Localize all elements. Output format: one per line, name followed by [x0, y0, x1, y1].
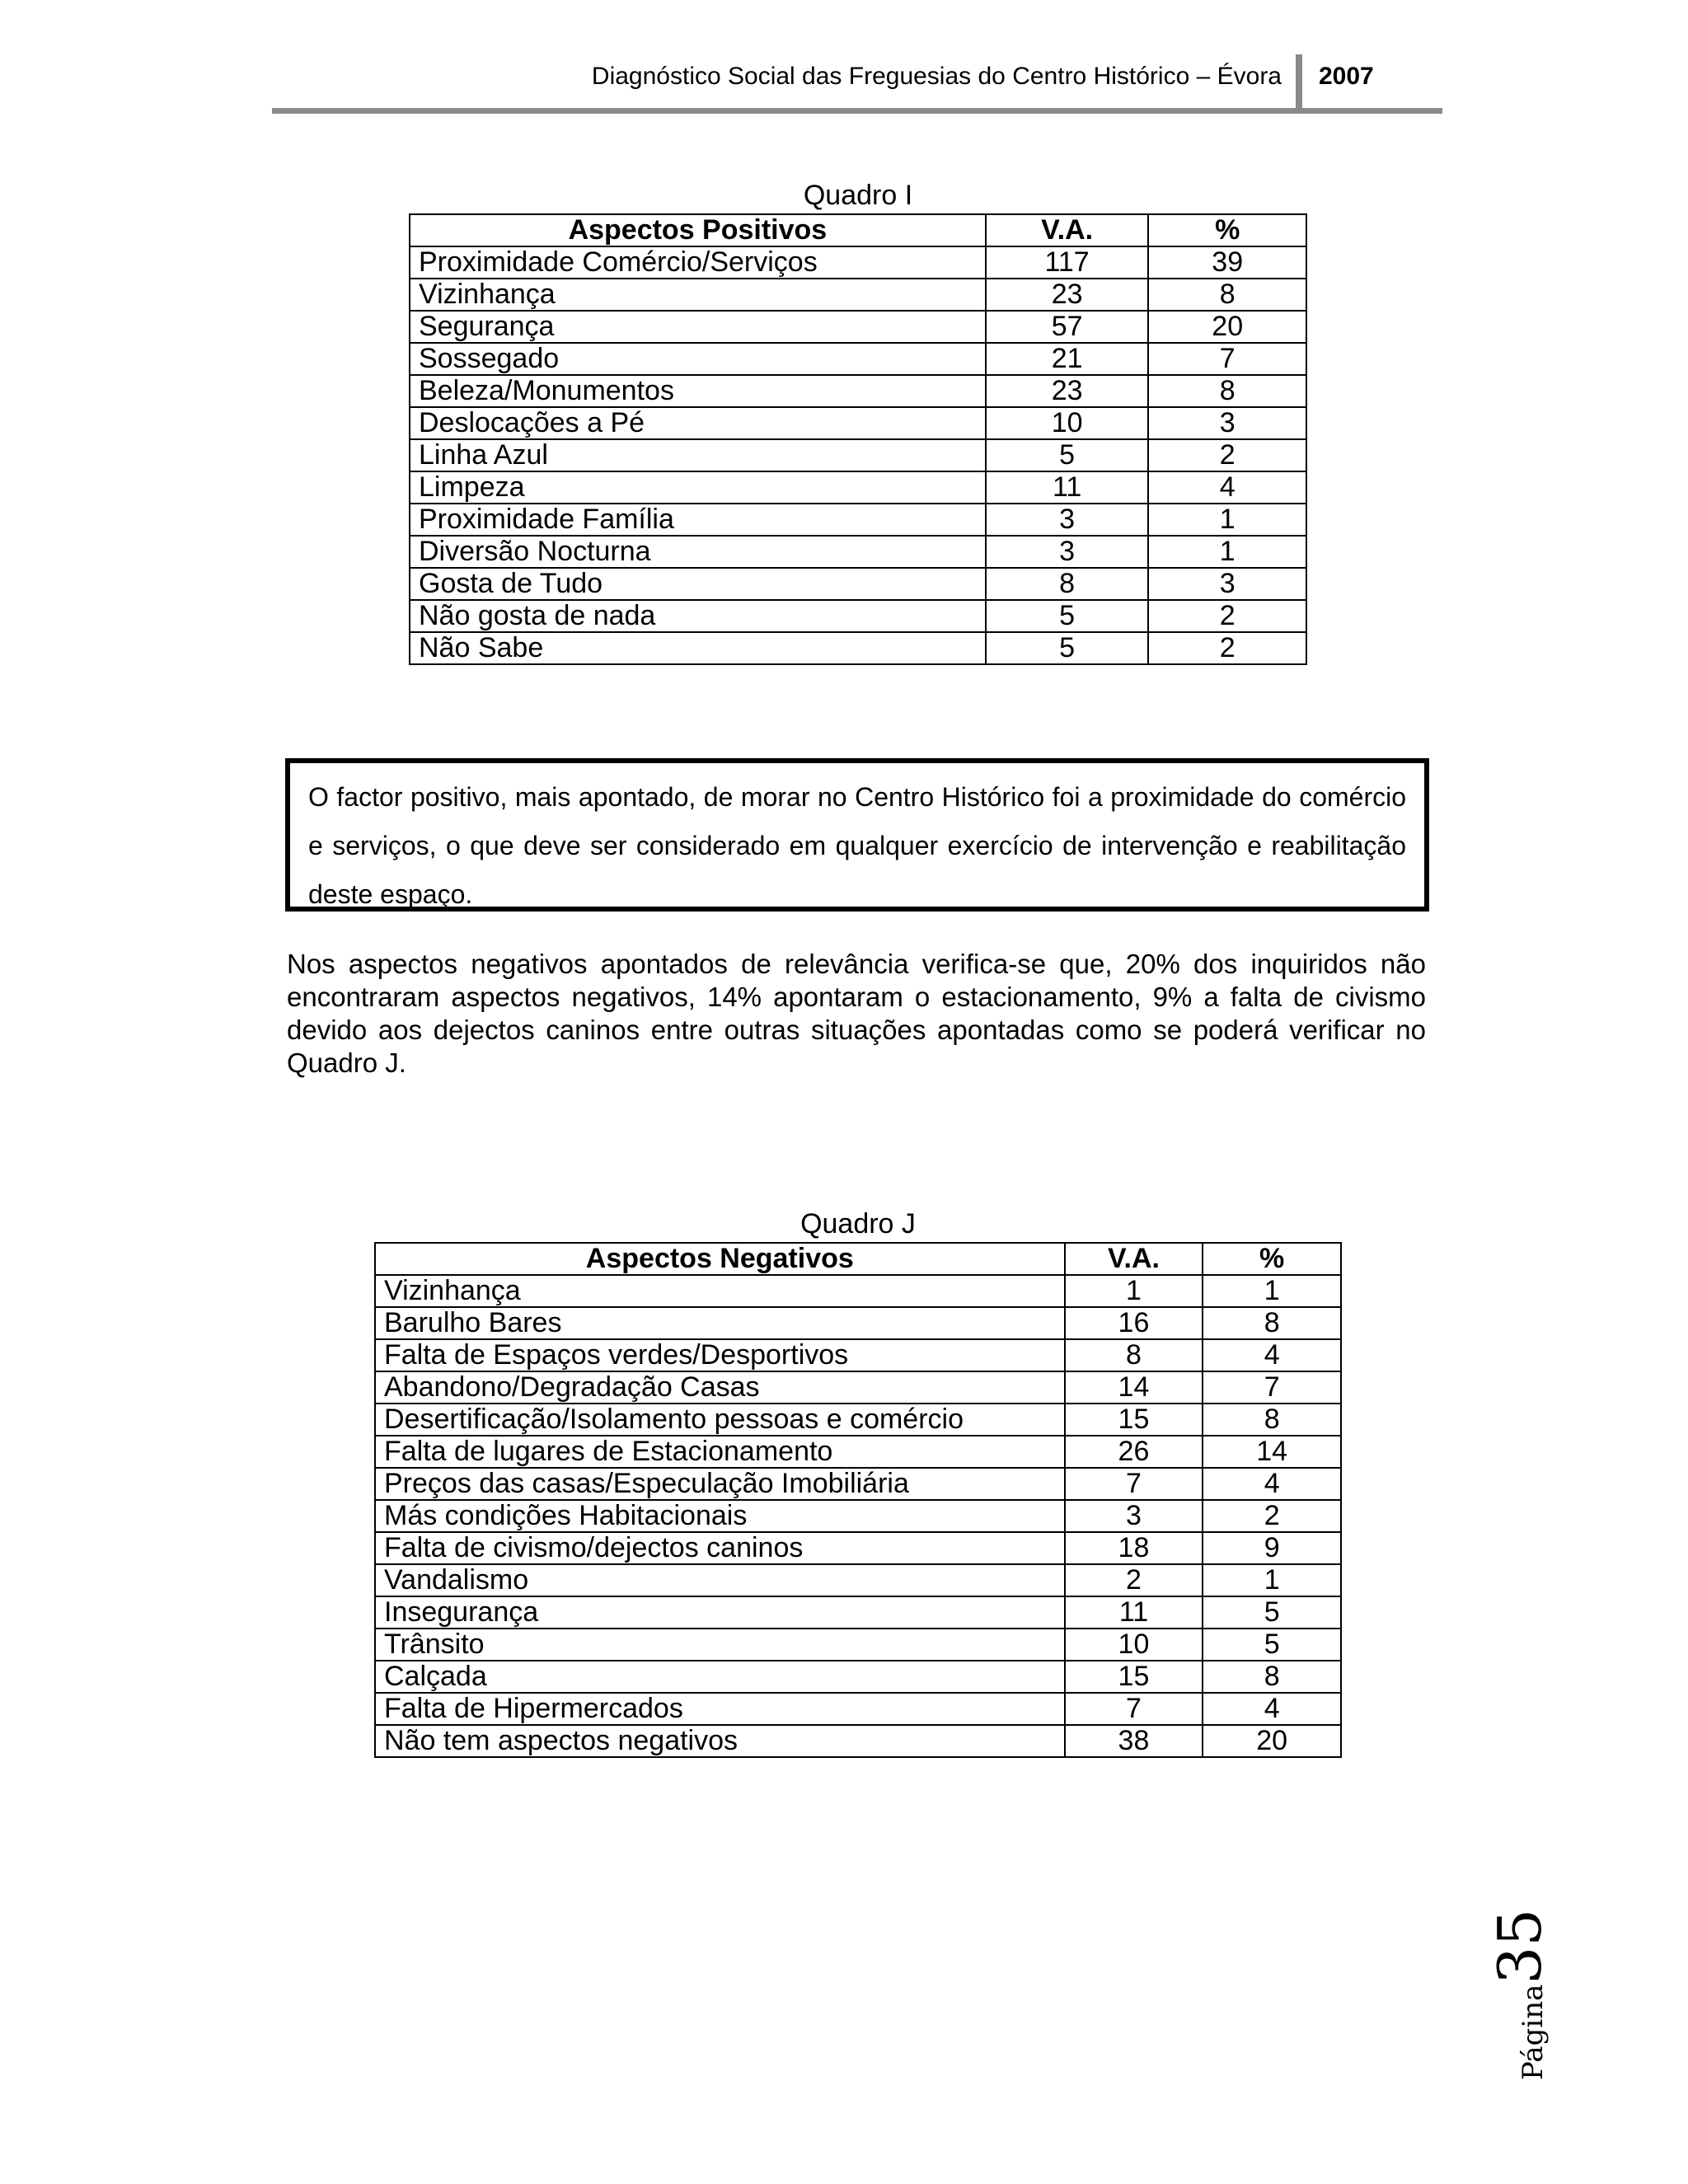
- row-label-cell: Falta de Hipermercados: [375, 1693, 1065, 1725]
- row-label-cell: Falta de lugares de Estacionamento: [375, 1436, 1065, 1468]
- row-label-cell: Deslocações a Pé: [410, 407, 986, 439]
- table-row: [375, 1404, 1341, 1436]
- table-row: [410, 439, 1306, 471]
- percent-cell: 20: [1148, 311, 1306, 343]
- row-label-cell: Proximidade Família: [410, 504, 986, 536]
- percent-cell: 9: [1203, 1532, 1341, 1564]
- row-label-cell: Falta de Espaços verdes/Desportivos: [375, 1339, 1065, 1371]
- header-rule: [272, 108, 1442, 114]
- row-label-cell: Más condições Habitacionais: [375, 1500, 1065, 1532]
- percent-cell: 2: [1203, 1500, 1341, 1532]
- percent-cell: 39: [1148, 246, 1306, 279]
- va-cell: 10: [1065, 1629, 1203, 1661]
- va-cell: 57: [986, 311, 1149, 343]
- row-label-cell: Vizinhança: [410, 279, 986, 311]
- percent-cell: 8: [1203, 1404, 1341, 1436]
- row-label-cell: Barulho Bares: [375, 1307, 1065, 1339]
- row-label-cell: Insegurança: [375, 1596, 1065, 1629]
- row-label-cell: Abandono/Degradação Casas: [375, 1371, 1065, 1404]
- percent-cell: 7: [1203, 1371, 1341, 1404]
- page-number-value: 35: [1485, 1908, 1554, 1985]
- table-row: [410, 632, 1306, 664]
- page-header: [272, 54, 1442, 114]
- va-cell: 16: [1065, 1307, 1203, 1339]
- table-row: [410, 568, 1306, 600]
- row-label-cell: Sossegado: [410, 343, 986, 375]
- row-label-cell: Linha Azul: [410, 439, 986, 471]
- percent-cell: 4: [1203, 1339, 1341, 1371]
- document-year: 2007: [1319, 63, 1374, 90]
- table-row: [410, 311, 1306, 343]
- row-label-cell: Não tem aspectos negativos: [375, 1725, 1065, 1757]
- percent-cell: 2: [1148, 632, 1306, 664]
- table-row: [375, 1532, 1341, 1564]
- va-cell: 117: [986, 246, 1149, 279]
- table-row: [410, 375, 1306, 407]
- va-cell: 3: [1065, 1500, 1203, 1532]
- va-cell: 8: [986, 568, 1149, 600]
- row-label-cell: Não gosta de nada: [410, 600, 986, 632]
- table-row: [375, 1693, 1341, 1725]
- row-label-cell: Vizinhança: [375, 1275, 1065, 1307]
- table-row: [375, 1596, 1341, 1629]
- percent-cell: 8: [1148, 279, 1306, 311]
- page-label: Página: [1517, 1984, 1550, 2081]
- row-label-cell: Trânsito: [375, 1629, 1065, 1661]
- va-cell: 23: [986, 375, 1149, 407]
- va-cell: 7: [1065, 1468, 1203, 1500]
- va-cell: 8: [1065, 1339, 1203, 1371]
- row-label-cell: Falta de civismo/dejectos caninos: [375, 1532, 1065, 1564]
- table-row: [410, 246, 1306, 279]
- percent-cell: 8: [1148, 375, 1306, 407]
- highlight-text: O factor positivo, mais apontado, de morar no Centro Histórico foi a proximidade do comércio e serviços, o que deve ser considerado em qualquer exercício de intervenção e reabilitação deste espaço.: [308, 782, 1406, 909]
- percent-cell: 1: [1203, 1564, 1341, 1596]
- va-cell: 7: [1065, 1693, 1203, 1725]
- table-row: [410, 504, 1306, 536]
- percent-cell: 3: [1148, 407, 1306, 439]
- table-row: [410, 343, 1306, 375]
- table-quadro-i: [409, 213, 1307, 665]
- percent-cell: 7: [1148, 343, 1306, 375]
- va-cell: 5: [986, 632, 1149, 664]
- va-cell: 10: [986, 407, 1149, 439]
- page-number: [1467, 1908, 1554, 2081]
- table-row: [375, 1661, 1341, 1693]
- row-label-cell: Vandalismo: [375, 1564, 1065, 1596]
- percent-cell: 2: [1148, 439, 1306, 471]
- column-header: V.A.: [986, 214, 1149, 246]
- table-i-caption: Quadro I: [803, 180, 913, 211]
- table-row: [375, 1629, 1341, 1661]
- va-cell: 5: [986, 439, 1149, 471]
- table-row: [410, 471, 1306, 504]
- va-cell: 5: [986, 600, 1149, 632]
- va-cell: 11: [986, 471, 1149, 504]
- table-row: [375, 1436, 1341, 1468]
- table-row: [410, 600, 1306, 632]
- va-cell: 1: [1065, 1275, 1203, 1307]
- document-title: Diagnóstico Social das Freguesias do Centro Histórico – Évora: [591, 63, 1282, 90]
- va-cell: 3: [986, 504, 1149, 536]
- table-j-caption: Quadro J: [800, 1208, 916, 1240]
- table-row: [375, 1468, 1341, 1500]
- row-label-cell: Gosta de Tudo: [410, 568, 986, 600]
- table-row: [375, 1339, 1341, 1371]
- row-label-cell: Preços das casas/Especulação Imobiliária: [375, 1468, 1065, 1500]
- percent-cell: 3: [1148, 568, 1306, 600]
- header-separator: [1296, 54, 1302, 112]
- row-label-cell: Proximidade Comércio/Serviços: [410, 246, 986, 279]
- row-label-cell: Não Sabe: [410, 632, 986, 664]
- percent-cell: 1: [1203, 1275, 1341, 1307]
- va-cell: 3: [986, 536, 1149, 568]
- va-cell: 2: [1065, 1564, 1203, 1596]
- percent-cell: 20: [1203, 1725, 1341, 1757]
- table-row: [375, 1275, 1341, 1307]
- row-label-cell: Diversão Nocturna: [410, 536, 986, 568]
- table-row: [375, 1307, 1341, 1339]
- percent-cell: 1: [1148, 536, 1306, 568]
- va-cell: 26: [1065, 1436, 1203, 1468]
- table-row: [410, 536, 1306, 568]
- column-header: %: [1203, 1243, 1341, 1275]
- percent-cell: 14: [1203, 1436, 1341, 1468]
- column-header: Aspectos Positivos: [410, 214, 986, 246]
- row-label-cell: Limpeza: [410, 471, 986, 504]
- table-row: [410, 407, 1306, 439]
- percent-cell: 4: [1148, 471, 1306, 504]
- table-header-row: [375, 1243, 1341, 1275]
- percent-cell: 1: [1148, 504, 1306, 536]
- row-label-cell: Segurança: [410, 311, 986, 343]
- percent-cell: 5: [1203, 1629, 1341, 1661]
- percent-cell: 4: [1203, 1693, 1341, 1725]
- column-header: V.A.: [1065, 1243, 1203, 1275]
- va-cell: 23: [986, 279, 1149, 311]
- body-paragraph: Nos aspectos negativos apontados de relevância verifica-se que, 20% dos inquiridos não encontraram aspectos negativos, 14% apontaram o estacionamento, 9% a falta de civismo devido aos dejectos caninos entre outras situações apontadas como se poderá verificar no Quadro J.: [287, 949, 1426, 1078]
- column-header: Aspectos Negativos: [375, 1243, 1065, 1275]
- row-label-cell: Desertificação/Isolamento pessoas e comércio: [375, 1404, 1065, 1436]
- table-quadro-j: [374, 1242, 1342, 1758]
- va-cell: 38: [1065, 1725, 1203, 1757]
- percent-cell: 2: [1148, 600, 1306, 632]
- table-header-row: [410, 214, 1306, 246]
- row-label-cell: Beleza/Monumentos: [410, 375, 986, 407]
- table-row: [375, 1725, 1341, 1757]
- va-cell: 18: [1065, 1532, 1203, 1564]
- va-cell: 15: [1065, 1661, 1203, 1693]
- va-cell: 15: [1065, 1404, 1203, 1436]
- va-cell: 11: [1065, 1596, 1203, 1629]
- va-cell: 21: [986, 343, 1149, 375]
- row-label-cell: Calçada: [375, 1661, 1065, 1693]
- va-cell: 14: [1065, 1371, 1203, 1404]
- highlight-box: [285, 758, 1429, 912]
- percent-cell: 8: [1203, 1661, 1341, 1693]
- percent-cell: 5: [1203, 1596, 1341, 1629]
- table-row: [410, 279, 1306, 311]
- table-row: [375, 1500, 1341, 1532]
- table-row: [375, 1564, 1341, 1596]
- percent-cell: 4: [1203, 1468, 1341, 1500]
- percent-cell: 8: [1203, 1307, 1341, 1339]
- column-header: %: [1148, 214, 1306, 246]
- table-row: [375, 1371, 1341, 1404]
